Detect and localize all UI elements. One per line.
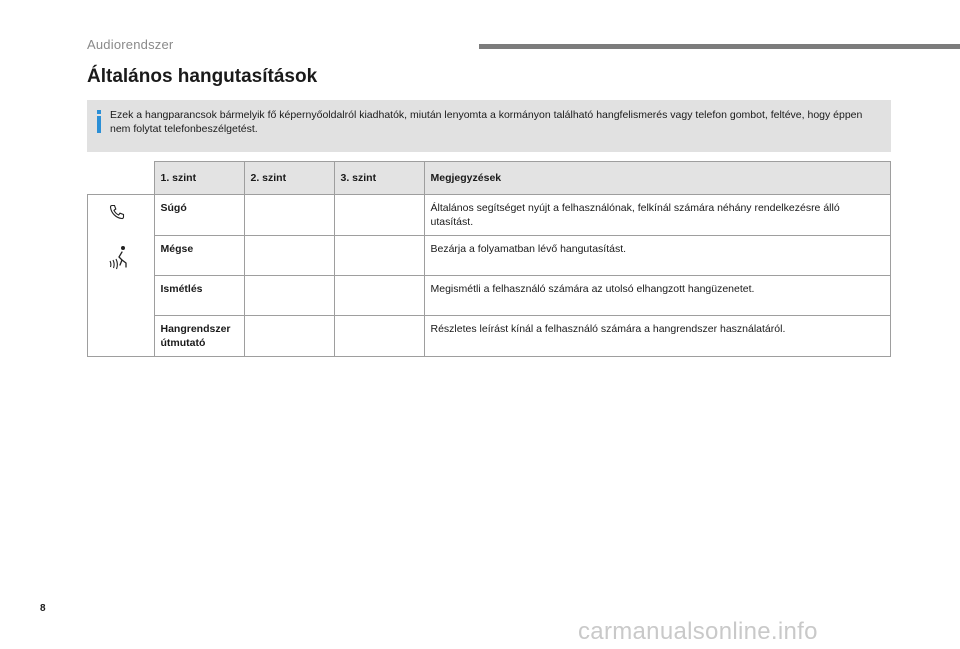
level1-cell: Ismétlés [154, 276, 244, 316]
header-blank-cell [88, 162, 155, 195]
header-level1: 1. szint [154, 162, 244, 195]
voice-commands-table [87, 161, 891, 357]
table-row [88, 316, 891, 357]
header-level3: 3. szint [334, 162, 424, 195]
table-row [88, 236, 891, 276]
icon-cell [88, 195, 155, 357]
note-cell: Részletes leírást kínál a felhasználó számára a hangrendszer használatáról. [424, 316, 891, 357]
voice-command-icon [109, 245, 131, 273]
level3-cell [334, 316, 424, 357]
level3-cell [334, 276, 424, 316]
table-header-row [88, 162, 891, 195]
phone-icon [109, 204, 125, 220]
page-title: Általános hangutasítások [87, 66, 318, 87]
level3-cell [334, 236, 424, 276]
level1-cell: Mégse [154, 236, 244, 276]
header-bar [479, 44, 960, 49]
level3-cell [334, 195, 424, 236]
note-cell: Általános segítséget nyújt a felhasználónak, felkínál számára néhány rendelkezésre álló utasítást. [424, 195, 891, 236]
level2-cell [244, 316, 334, 357]
level2-cell [244, 276, 334, 316]
note-cell: Megismétli a felhasználó számára az utolsó elhangzott hangüzenetet. [424, 276, 891, 316]
header-notes: Megjegyzések [424, 162, 891, 195]
header-level2: 2. szint [244, 162, 334, 195]
level2-cell [244, 236, 334, 276]
info-box [87, 100, 891, 152]
info-text: Ezek a hangparancsok bármelyik fő képernyőoldalról kiadhatók, miután lenyomta a kormányon található hangfelismerés vagy telefon gombot, feltéve, hogy éppen nem folytat telefonbeszélgetést. [110, 109, 863, 135]
watermark: carmanualsonline.info [578, 618, 818, 645]
level1-cell: Súgó [154, 195, 244, 236]
section-label: Audiorendszer [87, 37, 174, 52]
table-row [88, 276, 891, 316]
info-icon [96, 110, 102, 134]
table-row [88, 195, 891, 236]
level2-cell [244, 195, 334, 236]
level1-cell: Hangrendszer útmutató [154, 316, 244, 357]
note-cell: Bezárja a folyamatban lévő hangutasítást. [424, 236, 891, 276]
page-number: 8 [40, 603, 46, 614]
